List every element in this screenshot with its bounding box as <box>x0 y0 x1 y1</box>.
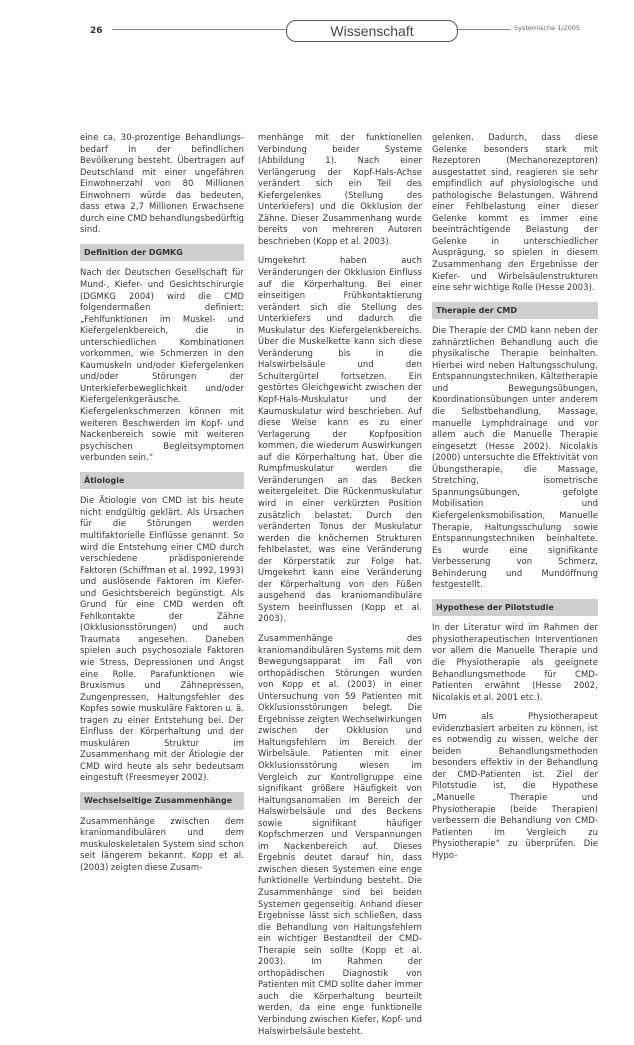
page-number: 26 <box>90 26 103 36</box>
paragraph: Die Ätiologie von CMD ist bis heute nicht endgültig geklärt. Als Ursachen für die Störungen werden multifaktorielle Einflüsse genannt. So wird die Entstehung einer CMD durch verschiedene prädisponierende Faktoren (Schiffman et al. 1992, 1993) und auslösende Faktoren im Kiefer- und Gesichtsbereich begünstigt. Als Grund für eine CMD werden oft Fehlkontakte der Zähne (Okklusionsstörungen) und auch Traumata angesehen. Daneben spielen auch psychosoziale Faktoren wie Stress, Depressionen und Angst eine Rolle. Parafunktionen wie Bruxismus und Zähnepressen, Zungenpressen, Haltungsfehler des Kopfes sowie muskuläre Faktoren u. ä. tragen zu einer Entstehung bei. Der Einfluss der Körperhaltung und der muskulären Struktur im Zusammenhang mit der Ätiologie der CMD wird heute als sehr bedeutsam eingestuft (Freesmeyer 2002). <box>80 495 244 783</box>
paragraph: eine ca. 30-prozentige Behandlungsbedarf in der befindlichen Bevölkerung besteht. Übertragen auf Deutschland mit einer ungefähren Einwohnerzahl von 80 Millionen Einwohnern würde das bedeuten, dass etwa 2,7 Millionen Erwachsene durch eine CMD behandlungsbedürftig sind. <box>80 132 244 235</box>
issue-label: Systemische 1/2005 <box>514 24 581 32</box>
paragraph: menhänge mit der funktionellen Verbindung beider Systeme (Abbildung 1). Nach einer Verlängerung der Kopf-Hals-Achse verändert sich ein Teil des Kiefergelenkes (Stellung des Unterkiefers) und die Okklusion der Zähne. Dieser Zusammenhang wurde bereits von mehreren Autoren beschrieben (Kopp et al. 2003). <box>258 132 422 246</box>
paragraph: Zusammenhänge des kraniomandibulären Systems mit dem Bewegungsapparat im Fall von orthopädischen Störungen wurden von Kopp et al. (2003) in einer Untersuchung von 59 Patienten mit Okklusionsstörungen belegt. Die Ergebnisse zeigten Wechselwirkungen zwischen der Okklusion und Haltungsfehlern im Bereich der Wirbelsäule. Patienten mit einer Okklusionsstörung wiesen im Vergleich zur Kontrollgruppe eine signifikant größere Häufigkeit von Haltungsanomalien im Bereich der Halswirbelsäule und des Beckens sowie signifikant häufiger Kopfschmerzen und Verspannungen im Nackenbereich auf. Dieses Ergebnis deutet darauf hin, dass zwischen diesen Systemen eine enge funktionelle Verbindung besteht. Die Zusammenhänge sind bei beiden Systemen gegenseitig. Anhand dieser Ergebnisse lässt sich schließen, dass die Behandlung von Haltungsfehlern ein wichtiger Bestandteil der CMD-Therapie sein sollte (Kopp et al. 2003). Im Rahmen der orthopädischen Diagnostik von Patienten mit CMD sollte daher immer auch die Körperhaltung beurteilt werden, da eine enge funktionelle Verbindung zwischen Kiefer, Kopf- und Halswirbelsäule besteht. <box>258 632 422 1036</box>
paragraph: Die Therapie der CMD kann neben der zahnärztlichen Behandlung auch die physikalische Therapie beinhalten. Hierbei wird neben Haltungsschulung, Entspannungstechniken, Kältetherapie und Bewegungsübungen, Koordinationsübungen unter anderem die Selbstbehandlung, Massage, manuelle Lymphdrainage und vor allem auch die Manuelle Therapie eingesetzt (Hesse 2002). Nicolakis (2000) untersuchte die Effektivität von Übungstherapie, die Massage, Stretching, isometrische Spannungsübungen, gefolgte Mobilisation und Kiefergelenksmobilisation, Manuelle Therapie, Haltungsschulung sowie Entspannungstechniken beinhaltete. Es wurde eine signifikante Verbesserung von Schmerz, Behinderung und Mundöffnung festgestellt. <box>432 325 598 590</box>
text-column-2 <box>258 132 422 1045</box>
paragraph: Nach der Deutschen Gesellschaft für Mund-, Kiefer- und Gesichtschirurgie (DGMKG 2004) wird die CMD folgendermaßen definiert: „Fehlfunktionen im Muskel- und Kiefergelenkbereich, die in unterschiedlichen Kombinationen vorkommen, wie Schmerzen in den Kaumuskeln und/oder Kiefergelenken und/oder Störungen der Unterkieferbeweglichkeit und/oder Kiefergelenkgeräusche. Kiefergelenkschmerzen können mit weiteren Beschwerden im Kopf- und Nackenbereich sowie mit weiteren psychischen Begleitsymptomen verbunden sein.“ <box>80 267 244 463</box>
section-label: Wissenschaft <box>286 20 458 42</box>
paragraph: Um als Physiotherapeut evidenzbasiert arbeiten zu können, ist es notwendig zu wissen, welche der beiden Behandlungsmethoden besonders effektiv in der Behandlung der CMD-Patienten ist. Ziel der Pilotstudie ist, die Hypothese „Manuelle Therapie und Physiotherapie (beide Therapien) verbessern die Behandlung von CMD-Patienten im Vergleich zu Physiotherapie“ zu überprüfen. Die Hypo- <box>432 711 598 860</box>
text-column-3 <box>432 132 598 869</box>
paragraph: gelenken. Dadurch, dass diese Gelenke besonders stark mit Rezeptoren (Mechanorezeptoren) ausgestattet sind, reagieren sie sehr empfindlich auf physiologische und pathologische Belastungen. Während einer Fehlbelastung einer dieser Gelenke kommt es immer eine beeinträchtigende Belastung der Gelenke in unterschiedlicher Ausprägung, so spielen in diesem Zusammenhang den Ergebnisse der Kiefer- und Wirbelsäulenstrukturen eine sehr wichtige Rolle (Hesse 2003). <box>432 132 598 293</box>
subheading: Therapie der CMD <box>432 302 598 320</box>
header-rule-right <box>456 29 510 30</box>
subheading: Hypothese der Pilotstudie <box>432 599 598 617</box>
subheading: Ätiologie <box>80 472 244 490</box>
paragraph: Zusammenhänge zwischen dem kraniomandibulären und dem muskuloskeletalen System sind schon seit längerem bekannt. Kopp et al. (2003) zeigten diese Zusam- <box>80 815 244 872</box>
header-rule-left <box>112 29 286 30</box>
text-column-1 <box>80 132 244 881</box>
page-header <box>0 0 634 60</box>
subheading: Definition der DGMKG <box>80 244 244 262</box>
paragraph: Umgekehrt haben auch Veränderungen der Okklusion Einfluss auf die Körperhaltung. Bei einer einseitigen Frühkontaktierung verändert sich die Stellung des Unterkiefers und dadurch die Muskulatur des Kiefergelenkbereichs. Über die Muskelkette kann sich diese Veränderung bis in die Halswirbelsäule und den Schultergürtel fortsetzen. Ein gestörtes Gleichgewicht zwischen der Kopf-Hals-Muskulatur und der Kaumuskulatur wird beschrieben. Auf diese Weise kann es zu einer Verlagerung der Kopfposition kommen, die wiederum Auswirkungen auf die Körperhaltung hat. Über die Rumpfmuskulatur werden die Veränderungen an das Becken weitergeleitet. Die Rückenmuskulatur wird in einer verkürzten Position zusätzlich belastet. Durch den veränderten Tonus der Muskulatur werden die knöchernen Strukturen fehlbelastet, was eine Veränderung der Körperstatik zur Folge hat. Umgekehrt kann eine Veränderung der Körperhaltung von den Füßen ausgehend das kraniomandibuläre System beeinflussen (Kopp et al. 2003). <box>258 255 422 624</box>
paragraph: In der Literatur wird im Rahmen der physiotherapeutischen Interventionen vor allem die Manuelle Therapie und die Physiotherapie als geeignete Behandlungsmethode für CMD-Patienten erwähnt (Hesse 2002, Nicolakis et al. 2001 etc.). <box>432 622 598 702</box>
subheading: Wechselseitige Zusammenhänge <box>80 792 244 810</box>
